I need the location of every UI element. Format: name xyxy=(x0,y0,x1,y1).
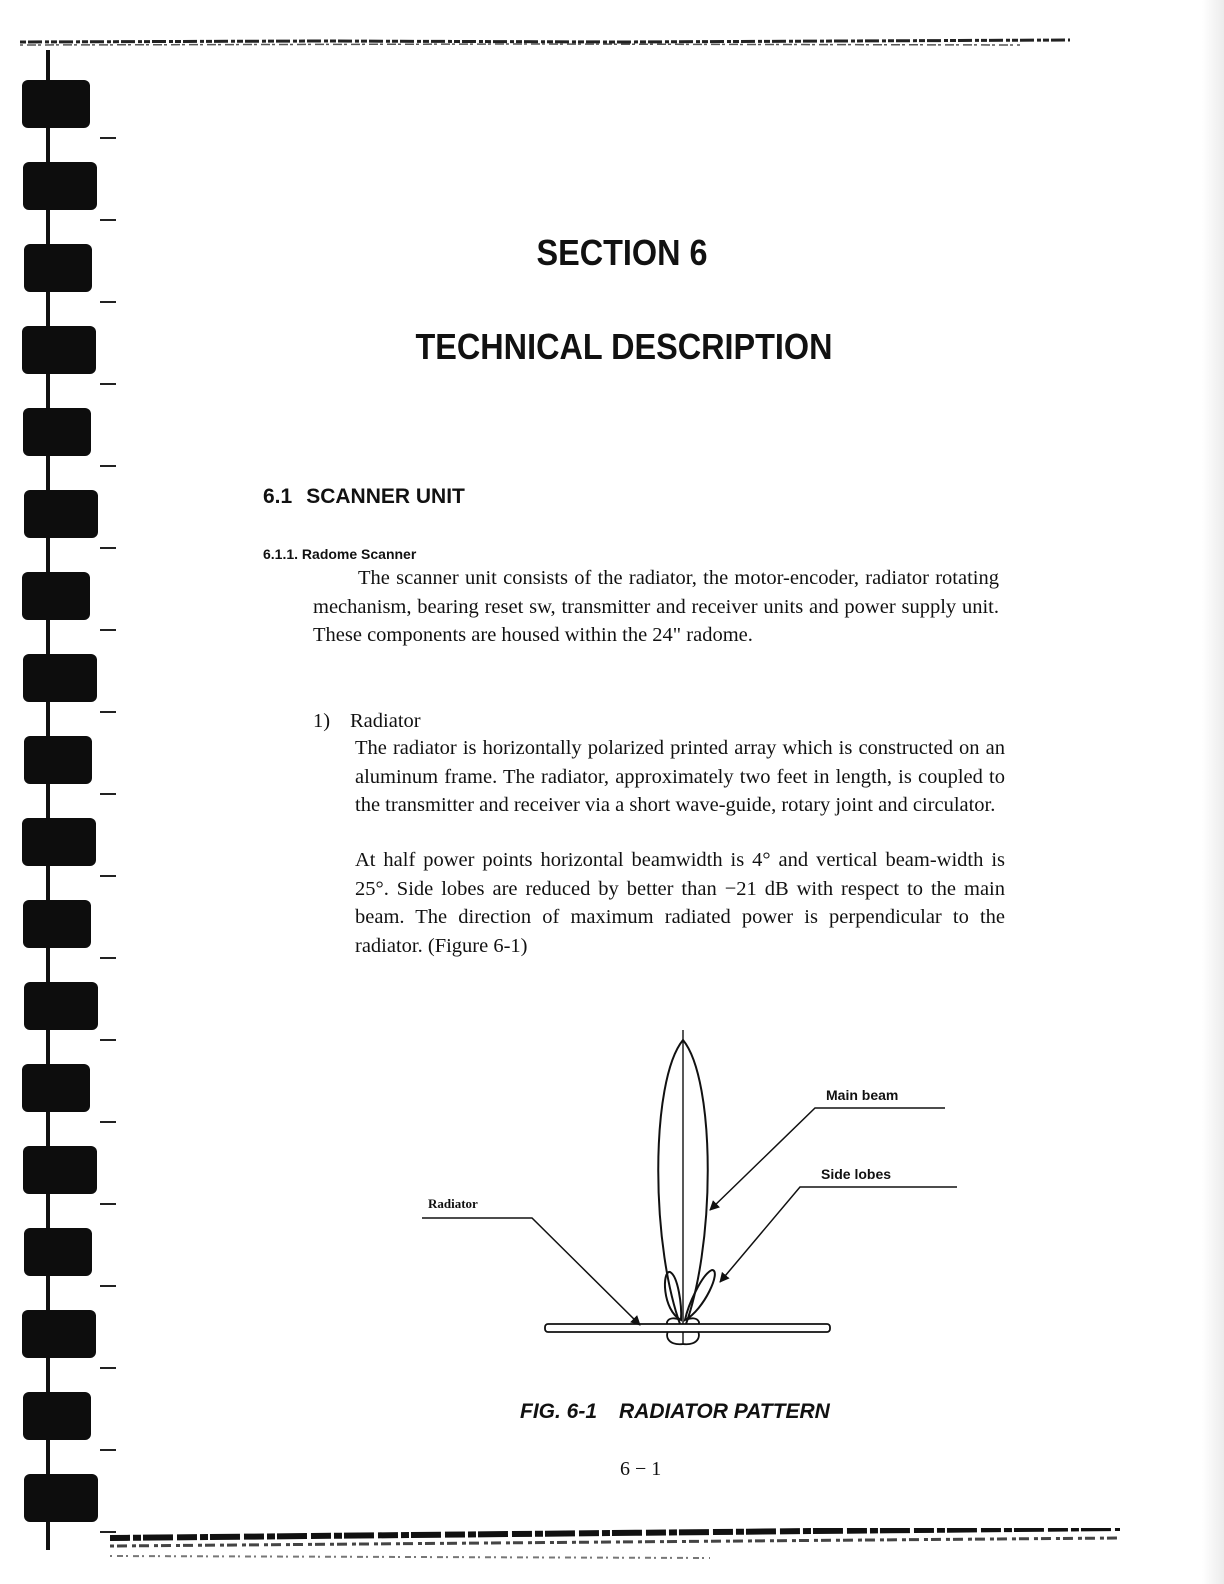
radiator-bar xyxy=(545,1324,830,1332)
scan-right-shadow xyxy=(1202,0,1224,1584)
side-lobes-leader xyxy=(720,1187,957,1282)
binding-ring xyxy=(24,982,98,1030)
binding-ring xyxy=(23,654,97,702)
binding-ring xyxy=(24,736,92,784)
binding-ring xyxy=(24,1228,92,1276)
main-beam-leader xyxy=(710,1108,945,1210)
binding-ring xyxy=(22,572,90,620)
binding-ring xyxy=(22,1310,96,1358)
binding-ring xyxy=(23,900,91,948)
binding-ring xyxy=(23,408,91,456)
binding-ring xyxy=(22,1064,90,1112)
figure-caption xyxy=(520,1400,830,1424)
heading-6-1-number: 6.1 xyxy=(263,485,293,508)
binding-ring xyxy=(22,80,90,128)
binding-ring xyxy=(23,1392,91,1440)
list-item-number: 1) xyxy=(313,710,331,732)
scan-bottom-edge xyxy=(110,1528,1120,1584)
page-number: 6 − 1 xyxy=(620,1458,662,1480)
scan-top-edge xyxy=(20,34,1070,48)
paragraph-radiator-beamwidth: At half power points horizontal beamwidth is 4° and vertical beam-width is 25°. Side lobes are reduced by better than −21 dB with respect to the main beam. The direction of maximum radiated power is perpendicular to the radiator. (Figure 6-1) xyxy=(355,849,1005,957)
paragraph-scanner-unit: The scanner unit consists of the radiator, the motor-encoder, radiator rotating mechanism, bearing reset sw, transmitter and receiver units and power supply unit. These components are housed within the 24" radome. xyxy=(313,567,999,646)
binding-ring xyxy=(24,1474,98,1522)
section-title: SECTION 6 xyxy=(536,232,708,273)
heading-6-1 xyxy=(263,485,465,509)
label-main-beam: Main beam xyxy=(826,1087,899,1103)
binding-ring xyxy=(24,490,98,538)
radiator-pattern-figure xyxy=(400,1020,980,1360)
figure-title: RADIATOR PATTERN xyxy=(619,1400,830,1423)
binding-ring xyxy=(22,818,96,866)
binding-ring xyxy=(23,162,97,210)
heading-6-1-1: 6.1.1. Radome Scanner xyxy=(263,546,417,562)
chapter-title: TECHNICAL DESCRIPTION xyxy=(415,326,833,367)
paragraph-radiator-construction: The radiator is horizontally polarized printed array which is constructed on an aluminum frame. The radiator, approximately two feet in length, is coupled to the transmitter and receiver via a short wave-guide, rotary joint and circulator. xyxy=(355,737,1005,816)
label-side-lobes: Side lobes xyxy=(821,1166,892,1182)
figure-number: FIG. 6-1 xyxy=(520,1400,598,1423)
label-radiator: Radiator xyxy=(428,1196,478,1211)
heading-6-1-title: SCANNER UNIT xyxy=(306,485,465,508)
radiator-leader xyxy=(422,1218,640,1325)
list-item-title: Radiator xyxy=(350,710,421,732)
binding-ring xyxy=(23,1146,97,1194)
